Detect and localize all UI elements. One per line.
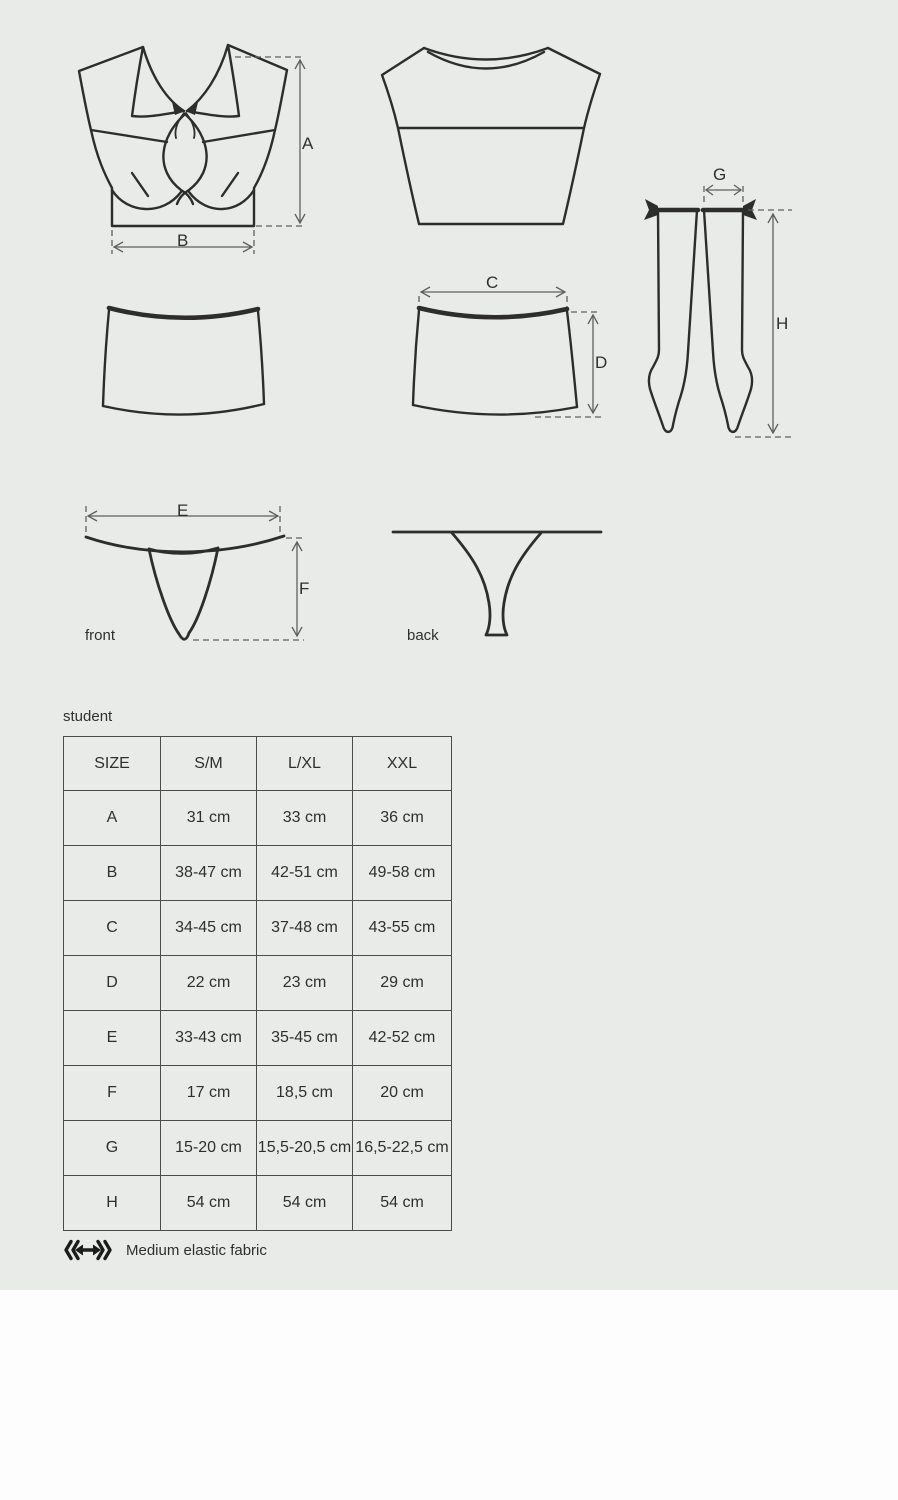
- value-cell: 31 cm: [161, 791, 257, 846]
- skirt-dimension-drawing: [405, 275, 608, 425]
- dimension-cell: B: [64, 846, 161, 901]
- stockings-drawing: [640, 160, 800, 450]
- table-row: [64, 1011, 452, 1066]
- dim-label-e: E: [177, 501, 189, 520]
- dim-label-c: C: [486, 273, 499, 292]
- size-table: [63, 736, 452, 1231]
- value-cell: 15,5-20,5 cm: [257, 1121, 353, 1176]
- size-table-header-row: [64, 737, 452, 791]
- column-header: SIZE: [64, 737, 161, 791]
- value-cell: 16,5-22,5 cm: [353, 1121, 452, 1176]
- dimension-cell: F: [64, 1066, 161, 1121]
- back-view-label: back: [407, 627, 439, 644]
- dimension-cell: E: [64, 1011, 161, 1066]
- column-header: L/XL: [257, 737, 353, 791]
- value-cell: 35-45 cm: [257, 1011, 353, 1066]
- value-cell: 34-45 cm: [161, 901, 257, 956]
- fabric-note-text: Medium elastic fabric: [126, 1241, 267, 1259]
- value-cell: 54 cm: [257, 1176, 353, 1231]
- value-cell: 42-52 cm: [353, 1011, 452, 1066]
- dimension-cell: H: [64, 1176, 161, 1231]
- value-cell: 20 cm: [353, 1066, 452, 1121]
- dim-label-g: G: [713, 165, 727, 184]
- top-back-drawing: [370, 35, 615, 230]
- front-view-label: front: [85, 627, 116, 644]
- dim-label-b: B: [177, 231, 189, 250]
- value-cell: 54 cm: [353, 1176, 452, 1231]
- size-table-body: [64, 791, 452, 1231]
- value-cell: 49-58 cm: [353, 846, 452, 901]
- value-cell: 42-51 cm: [257, 846, 353, 901]
- dimension-cell: A: [64, 791, 161, 846]
- value-cell: 36 cm: [353, 791, 452, 846]
- elastic-stretch-icon: [63, 1238, 113, 1262]
- table-row: [64, 1121, 452, 1176]
- table-row: [64, 791, 452, 846]
- table-row: [64, 1176, 452, 1231]
- dim-label-d: D: [595, 353, 608, 372]
- column-header: S/M: [161, 737, 257, 791]
- value-cell: 38-47 cm: [161, 846, 257, 901]
- dimension-cell: C: [64, 901, 161, 956]
- value-cell: 23 cm: [257, 956, 353, 1011]
- value-cell: 33-43 cm: [161, 1011, 257, 1066]
- value-cell: 29 cm: [353, 956, 452, 1011]
- value-cell: 18,5 cm: [257, 1066, 353, 1121]
- fabric-note: [63, 1238, 267, 1262]
- column-header: XXL: [353, 737, 452, 791]
- dimension-cell: G: [64, 1121, 161, 1176]
- dim-label-a: A: [302, 134, 314, 153]
- table-row: [64, 1066, 452, 1121]
- value-cell: 37-48 cm: [257, 901, 353, 956]
- table-title: student: [63, 708, 113, 725]
- table-row: [64, 956, 452, 1011]
- dimension-cell: D: [64, 956, 161, 1011]
- dim-label-f: F: [299, 579, 310, 598]
- value-cell: 43-55 cm: [353, 901, 452, 956]
- skirt-front-drawing: [95, 300, 275, 425]
- value-cell: 15-20 cm: [161, 1121, 257, 1176]
- value-cell: 17 cm: [161, 1066, 257, 1121]
- value-cell: 22 cm: [161, 956, 257, 1011]
- table-row: [64, 901, 452, 956]
- value-cell: 33 cm: [257, 791, 353, 846]
- value-cell: 54 cm: [161, 1176, 257, 1231]
- table-row: [64, 846, 452, 901]
- thong-back-drawing: [385, 515, 615, 645]
- dim-label-h: H: [776, 314, 789, 333]
- size-table-head: [64, 737, 452, 791]
- top-front-drawing: [55, 30, 305, 260]
